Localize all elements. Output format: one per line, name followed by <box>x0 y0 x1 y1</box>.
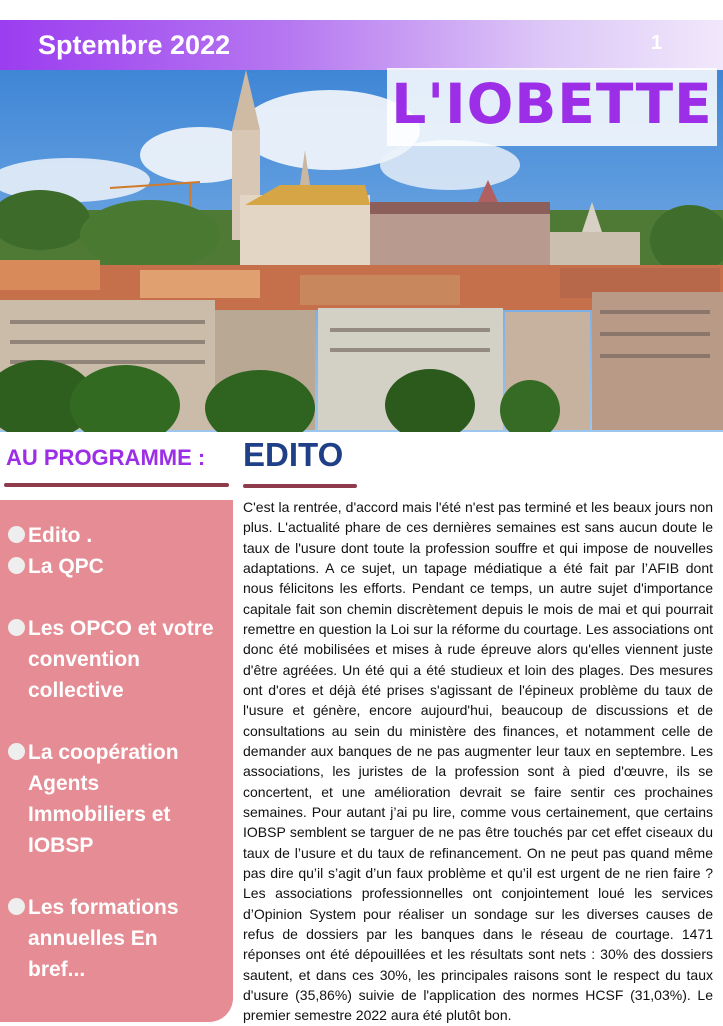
page-number: 1 <box>651 32 663 54</box>
toc-item-label: La coopération Agents Immobiliers et IOBSP <box>28 741 179 857</box>
bullet-icon <box>8 557 25 574</box>
edito-body: C'est la rentrée, d'accord mais l'été n'est pas terminé et les beaux jours non plus. L'actualité phare de ces dernières semaines est sans aucun doute le taux de l'usure dont toute la profession souffre et qui impose de nouvelles adaptations. A ce sujet, un tapage médiatique a été fait par l’AFIB dont nous félicitons les efforts. Pendant ce temps, un autre sujet d'importance capitale fait son chemin discrètement depuis le mois de mai et qui pourrait remettre en question la Loi sur la réforme du courtage. Les associations ont donc été mobilisées et mises à rude épreuve alors qu'elles viennent juste d'être agréées. Un été qui a été studieux et loin des plages. Des mesures ont d'ores et déjà été prises s'agissant de l'épineux problème du taux de l'usure et génère, encore aujourd'hui, beaucoup de discussions et de consultations au sein du ministère des finances, et notamment celle de demander aux banques de ne pas augmenter leur taux en septembre. Les associations, les juristes de la profession sont à pied d'œuvre, ils se concertent, et une amélioration devrait se faire sentir ces prochaines semaines. Pour autant j’ai pu lire, comme vous certainement, que certains IOBSP semblent se targuer de ne pas être touchés par cet effet ciseaux du taux de l’usure et du taux de refinancement. On ne peut pas quand même pas dire qu’il s’agit d’un faux problème et qu’il est urgent de ne rien faire ? Les associations professionnelles ont conjointement loué les services d’Opinion System pour réaliser un sondage sur les diverses causes de refus de dossiers par les banques dans le réseau de courtage. 1471 réponses ont été dépouillées et les résultats sont nets : 30% des dossiers sautent, et dans ces 30%, les principales raisons sont le respect du taux d'usure (35,86%) suivie de l'application des normes HCSF (31,03%). Le premier semestre 2022 aura été plutôt bon. <box>243 499 713 1024</box>
toc-item-formations[interactable] <box>8 892 208 985</box>
bullet-icon <box>8 898 25 915</box>
toc-item-qpc[interactable] <box>8 551 104 582</box>
bullet-icon <box>8 526 25 543</box>
issue-date: Sptembre 2022 <box>38 30 231 60</box>
masthead-box <box>387 68 717 146</box>
toc-item-label: La QPC <box>28 555 104 578</box>
newsletter-title: L'IOBETTE <box>391 72 713 136</box>
sidebar-divider <box>4 483 229 487</box>
toc-item-label: Les OPCO et votre convention collective <box>28 617 214 702</box>
edito-divider <box>243 484 357 488</box>
toc-item-edito[interactable] <box>8 520 92 551</box>
bullet-icon <box>8 743 25 760</box>
toc-item-cooperation[interactable] <box>8 737 208 861</box>
sidebar-heading: AU PROGRAMME : <box>6 445 206 470</box>
toc-item-opco[interactable] <box>8 613 228 706</box>
toc-item-label: Edito . <box>28 524 93 547</box>
toc-item-label: Les formations annuelles En bref... <box>28 896 179 981</box>
bullet-icon <box>8 619 25 636</box>
header-bar <box>0 20 723 70</box>
edito-heading: EDITO <box>243 436 344 473</box>
